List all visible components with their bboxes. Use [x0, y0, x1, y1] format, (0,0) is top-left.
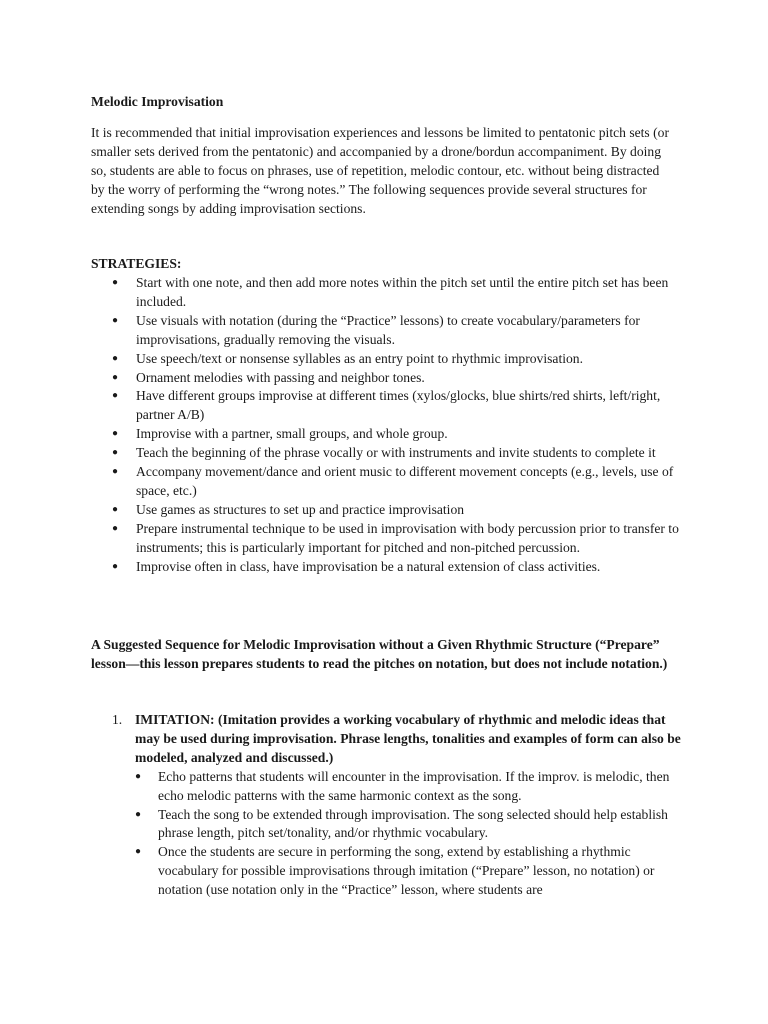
- strategy-item: [91, 350, 687, 369]
- bullet-icon: ●: [112, 466, 119, 478]
- strategy-item: [91, 274, 687, 312]
- bullet-icon: ●: [112, 503, 119, 515]
- step-1-item: [91, 843, 687, 900]
- strategy-item: [91, 312, 687, 350]
- step-1-item-text: Once the students are secure in performing the song, extend by establishing a rhythmic vocabulary for possible improvisations through imitation (“Prepare” lesson, no notation) or notation (use notation only in the “Practice” lesson, where students are: [158, 844, 655, 898]
- strategies-heading: STRATEGIES:: [91, 256, 182, 271]
- strategy-item: [91, 501, 687, 520]
- step-1-bullets: [91, 768, 687, 900]
- strategy-item: [91, 520, 687, 558]
- strategy-text: Use visuals with notation (during the “Practice” lessons) to create vocabulary/parameters for improvisations, gradually removing the visuals.: [136, 312, 640, 347]
- strategy-text: Use speech/text or nonsense syllables as an entry point to rhythmic improvisation.: [136, 350, 583, 366]
- intro-paragraph: It is recommended that initial improvisation experiences and lessons be limited to pentatonic pitch sets (or smaller sets derived from the pentatonic) and accompanied by a drone/bordun accompaniment. By doing so, students are able to focus on phrases, use of repetition, melodic contour, etc. without being distracted by the worry of performing the “wrong notes.” The following sequences provide several structures for extending songs by adding improvisation sections.: [91, 125, 669, 216]
- strategy-text: Use games as structures to set up and practice improvisation: [136, 501, 465, 517]
- strategy-text: Improvise often in class, have improvisation be a natural extension of class activities.: [136, 558, 601, 574]
- bullet-icon: ●: [112, 447, 119, 459]
- bullet-icon: ●: [135, 808, 142, 820]
- bullet-icon: ●: [135, 846, 142, 858]
- bullet-icon: ●: [112, 277, 119, 288]
- step-1-item-text: Teach the song to be extended through improvisation. The song selected should help establish phrase length, pitch set/tonality, and/or rhythmic vocabulary.: [158, 806, 668, 841]
- document-title: Melodic Improvisation: [91, 94, 224, 109]
- bullet-icon: ●: [112, 522, 119, 534]
- step-1: [91, 711, 687, 900]
- step-1-text: IMITATION: (Imitation provides a working vocabulary of rhythmic and melodic ideas that may be used during improvisation. Phrase lengths, tonalities and examples of form can also be modeled, analyzed and discussed.): [135, 712, 681, 765]
- strategy-text: Improvise with a partner, small groups, and whole group.: [136, 426, 448, 442]
- strategy-text: Ornament melodies with passing and neighbor tones.: [136, 369, 425, 385]
- bullet-icon: ●: [112, 560, 119, 572]
- step-1-item-text: Echo patterns that students will encounter in the improvisation. If the improv. is melodic, then echo melodic patterns with the same harmonic context as the song.: [158, 768, 670, 803]
- strategy-text: Accompany movement/dance and orient music to different movement concepts (e.g., levels, use of space, etc.): [136, 464, 674, 498]
- step-1-heading: [91, 711, 687, 768]
- strategy-item: [91, 387, 687, 425]
- strategies-list: [91, 274, 687, 577]
- strategy-text: Start with one note, and then add more notes within the pitch set until the entire pitch set has been included.: [136, 275, 669, 309]
- step-number: 1.: [112, 712, 123, 727]
- bullet-icon: ●: [135, 770, 142, 782]
- bullet-icon: ●: [112, 428, 119, 440]
- strategy-item: [91, 425, 687, 444]
- step-1-item: [91, 768, 687, 806]
- bullet-icon: ●: [112, 390, 119, 402]
- bullet-icon: ●: [112, 352, 119, 364]
- strategy-text: Teach the beginning of the phrase vocally or with instruments and invite students to complete it: [136, 445, 656, 461]
- bullet-icon: ●: [112, 314, 119, 326]
- strategy-item: [91, 463, 687, 501]
- step-1-item: [91, 806, 687, 844]
- strategy-item: [91, 558, 687, 577]
- strategy-text: Have different groups improvise at different times (xylos/glocks, blue shirts/red shirts, left/right, partner A/B): [136, 388, 661, 423]
- strategy-item: [91, 444, 687, 463]
- sequence-heading: A Suggested Sequence for Melodic Improvisation without a Given Rhythmic Structure (“Prepare” lesson—this lesson prepares students to read the pitches on notation, but does not include notation.): [91, 637, 668, 671]
- bullet-icon: ●: [112, 371, 119, 383]
- strategy-item: [91, 369, 687, 388]
- strategy-text: Prepare instrumental technique to be used in improvisation with body percussion prior to transfer to instruments; this is particularly important for pitched and non-pitched percussion.: [136, 520, 679, 555]
